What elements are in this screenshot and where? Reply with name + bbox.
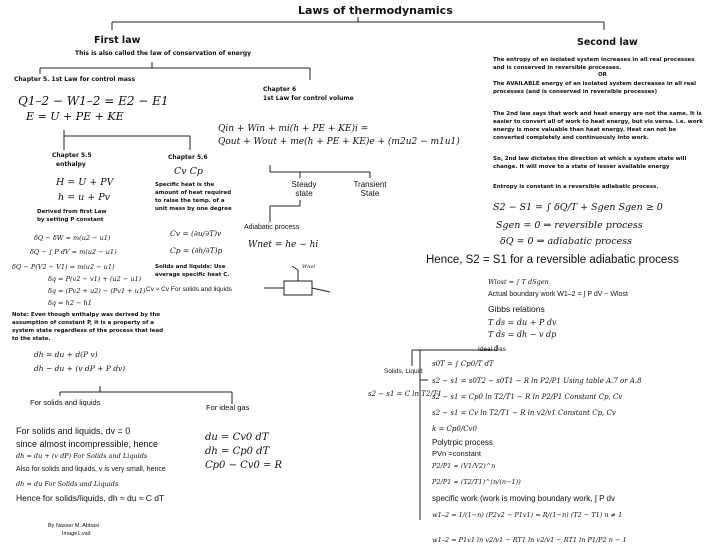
ideal-gas-line: dh = Cp0 dT xyxy=(205,446,270,457)
derivation-line: δQ − P(V2 − V1) = m(u2 − u1) xyxy=(12,263,115,271)
cv-definition: Cv = (∂u/∂T)v xyxy=(170,229,222,238)
derivation-line: δq = (Pv2 + u2) − (Pv1 + u1) xyxy=(48,287,146,295)
ch55-equation-2: h = u + Pv xyxy=(58,192,110,203)
cp-definition: Cp = (∂h/∂T)p xyxy=(170,246,223,255)
ideal-gas-entropy-line: s2 − s1 = Cv ln T2/T1 − R ln v2/v1 Constant Cp, Cv xyxy=(432,409,616,417)
ideal-gas-entropy-line: s0T = ∫ Cp0/T dT xyxy=(432,360,494,368)
ch6-equation-2: Qout + Wout + me(h + PE + KE)e + (m2u2 − m1u1) xyxy=(218,137,460,147)
ch6-heading-1: Chapter 6 xyxy=(263,86,297,93)
work-equation-2: w1–2 = P1v1 ln v2/v1 − RT1 ln v2/v1 − RT1 ln P1/P2 n − 1 xyxy=(432,536,627,544)
ch56-approx: Cv ≈ Cv For solids and liquids xyxy=(146,286,232,293)
adiabatic-process-label: Adiabatic process xyxy=(244,224,300,231)
ideal-gas-line: du = Cv0 dT xyxy=(205,432,269,443)
ch56-heading: Chapter 5.6 xyxy=(168,154,208,161)
gibbs-heading: Gibbs relations xyxy=(488,304,545,314)
second-law-heading: Second law xyxy=(577,37,638,48)
solids-liquids-branch: For solids and liquids xyxy=(30,398,101,407)
dh-equation-2: dh − du + (v dP + P dv) xyxy=(34,364,126,373)
pvn-constant: PVn =constant xyxy=(432,449,481,458)
solid-text-line: Also for solids and liquids, v is very small, hence xyxy=(16,466,166,473)
diagram-title: Laws of thermodynamics xyxy=(298,4,453,17)
ch56-definition: amount of heat required xyxy=(155,190,232,196)
second-law-statement-4: So, 2nd law dictates the direction at which a system state will change. It will move to a state of lesser available energy xyxy=(493,156,687,170)
turbine-wnet-label: Wnet xyxy=(302,264,316,270)
ideal-gas-entropy-line: k = Cp0/Cv0 xyxy=(432,425,477,433)
ch6-heading-2: 1st Law for control volume xyxy=(263,95,354,102)
ch56-note: average specific heat C. xyxy=(155,272,230,278)
entropy-balance-equation: S2 − S1 = ∫ δQ/T + Sgen Sgen ≥ 0 xyxy=(493,202,663,213)
enthalpy-note: system state regardless of the process that lead xyxy=(12,328,164,334)
or-label: OR xyxy=(598,72,607,78)
ch56-definition: unit mass by one degree xyxy=(155,206,232,212)
derivation-line: δQ − ∫ P dV = m(u2 − u1) xyxy=(30,248,117,256)
ideal-gas-entropy-line: s2 − s1 = s0T2 − s0T1 − R ln P2/P1 Using table A.7 or A.8 xyxy=(432,377,642,385)
wlost-equation: Wlost = ∫ T dSgen xyxy=(488,278,549,286)
polytropic-heading: Polytrpic process xyxy=(432,438,493,447)
solids-entropy-equation: s2 − s1 = C ln T2/T1 xyxy=(368,390,442,398)
derivation-line: δq = P(v2 − v1) + (u2 − u1) xyxy=(48,275,142,283)
ch56-cv-cp: Cv Cp xyxy=(174,166,204,177)
sgen-zero-line: Sgen = 0 ⇒ reversible process xyxy=(496,220,643,231)
ch56-definition: to raise the temp. of a xyxy=(155,198,225,204)
derivation-line: δQ − δW = m(u2 − u1) xyxy=(34,234,111,242)
ch6-equation-1: Qin + Win + mi(h + PE + KE)i = xyxy=(218,124,369,134)
ch55-note-2: by setting P constant xyxy=(37,217,104,223)
solid-text-line: dh ≈ du For Solids and Liquids xyxy=(16,480,119,488)
gibbs-relation-1: T ds = du + P dv xyxy=(488,318,557,327)
specific-work-heading: specific work (work is moving boundary work, ∫ P dv xyxy=(432,494,615,503)
dh-equation-1: dh = du + d(P v) xyxy=(34,350,98,359)
wnet-equation: Wnet = he − hi xyxy=(248,240,319,250)
dq-zero-line: δQ = 0 ⇒ adiabatic process xyxy=(500,236,632,247)
solids-liquid-heading: Solids, Liquid xyxy=(384,368,423,375)
second-law-statement-3: The 2nd law says that work and heat energy are not the same. It is easier to convert all of work to heat energy, but vis versa. i.e. work energy is more valuable than heat energy. Heat can not be converted completely and continuously into work. xyxy=(493,111,703,141)
ideal-gas-heading: Ideal Gas xyxy=(478,346,506,353)
ch5-equation-2: E = U + PE + KE xyxy=(26,110,124,123)
ch55-heading-1: Chapter 5.5 xyxy=(52,152,92,159)
solid-text-line: dh ≈ du + (v dP) For Solids and Liquids xyxy=(16,452,148,460)
solid-text-line: Hence for solids/liquids, dh ≈ du ≈ C dT xyxy=(16,493,165,503)
second-law-statement-2: The AVAILABLE energy of an isolated system decreases in all real processes (and is conserved in reversible processes) xyxy=(493,81,696,95)
work-equation-1: w1–2 = 1/(1−n) (P2v2 − P1v1) = R/(1−n) (T2 − T1) n ≠ 1 xyxy=(432,511,623,519)
solid-text-line: For solids and liquids, dv = 0 xyxy=(16,426,131,436)
ch5-equation-1: Q1–2 − W1–2 = E2 − E1 xyxy=(18,94,169,108)
ideal-gas-line: Cp0 − Cv0 = R xyxy=(205,460,283,471)
entropy-constant-note: Entropy is constant in a reversible adiabatic process. xyxy=(493,184,659,190)
ch5-heading: Chapter 5. 1st Law for control mass xyxy=(14,76,136,83)
turbine-box xyxy=(284,281,312,295)
derivation-line: δq = h2 − h1 xyxy=(48,299,92,307)
file-name: Image1.vsd xyxy=(62,531,91,537)
ch56-note: Solids and liquids: Use xyxy=(155,264,226,270)
hence-statement: Hence, S2 = S1 for a reversible adiabatic process xyxy=(426,254,679,266)
gibbs-relation-2: T ds = dh − v dp xyxy=(488,330,557,339)
enthalpy-note: Note: Even though enthalpy was derived by the xyxy=(12,312,161,318)
actual-work-equation: Actual boundary work W1–2 = ∫ P dV − Wlost xyxy=(488,291,628,298)
polytropic-relation-2: P2/P1 = (T2/T1)^(n/(n−1)) xyxy=(432,478,521,486)
enthalpy-note: assumption of constant P, it is a property of a xyxy=(12,320,154,326)
solid-text-line: since almost incompressible, hence xyxy=(16,439,159,449)
ideal-gas-entropy-line: s2 − s1 = Cp0 ln T2/T1 − R ln P2/P1 Constant Cp, Cv xyxy=(432,393,623,401)
transient-state-label: Transient State xyxy=(353,180,387,198)
first-law-heading: First law xyxy=(94,35,141,46)
ch55-heading-2: enthalpy xyxy=(56,161,86,168)
ch55-equation-1: H = U + PV xyxy=(56,177,114,188)
first-law-subtitle: This is also called the law of conservation of energy xyxy=(75,50,252,57)
ch55-note-1: Derived from first Law xyxy=(37,209,107,215)
second-law-statement-1: The entropy of an isolated system increases in all real processes and is conserved in reversible processes. xyxy=(493,57,695,71)
ch56-definition: Specific heat is the xyxy=(155,182,215,188)
ideal-gas-branch: For ideal gas xyxy=(206,403,250,412)
author-credit: By Nasser M. Abbasi xyxy=(48,523,100,529)
steady-state-label: Steady state xyxy=(291,180,317,198)
polytropic-relation-1: P2/P1 = (V1/V2)^n xyxy=(432,462,496,470)
enthalpy-note: to the state. xyxy=(12,336,51,342)
